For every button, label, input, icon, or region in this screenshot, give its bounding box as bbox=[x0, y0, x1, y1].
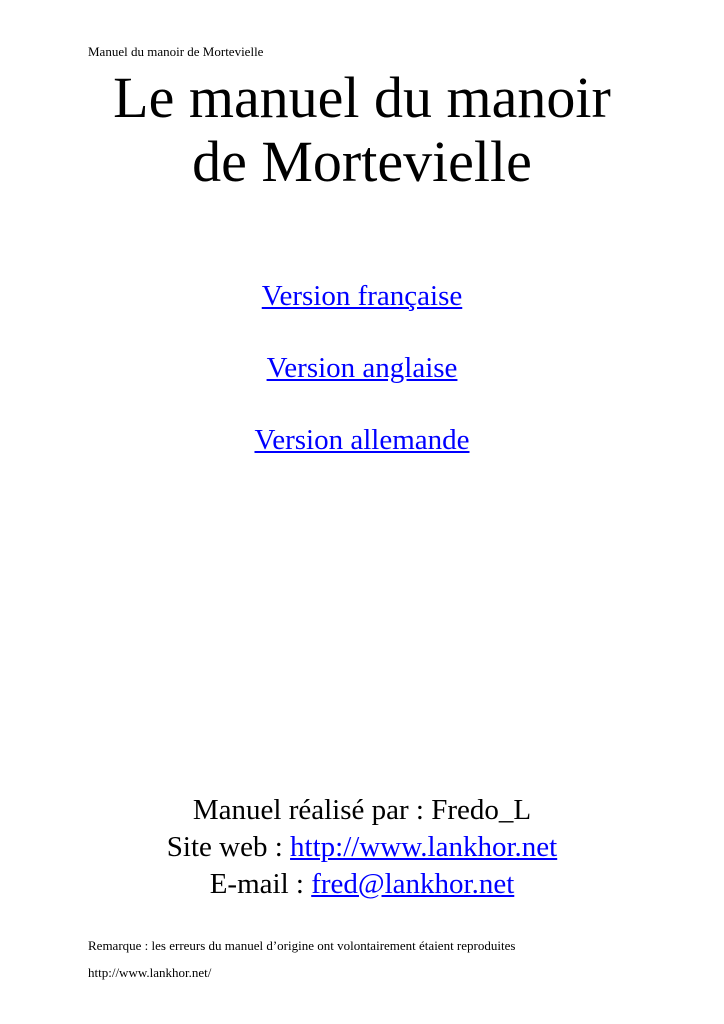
author-prefix: Manuel réalisé par : bbox=[192, 794, 432, 826]
version-links bbox=[0, 278, 724, 494]
link-version-allemande[interactable]: Version allemande bbox=[254, 424, 470, 456]
email-prefix: E-mail : bbox=[209, 868, 312, 900]
website-link[interactable]: http://www.lankhor.net bbox=[290, 831, 558, 863]
footer-note: Remarque : les erreurs du manuel d’origine ont volontairement étaient reproduites bbox=[88, 938, 516, 953]
author-name: Fredo_L bbox=[431, 794, 532, 826]
title-line-2: de Mortevielle bbox=[192, 129, 532, 194]
credits-block bbox=[0, 792, 724, 903]
footer-url: http://www.lankhor.net/ bbox=[88, 965, 212, 980]
website-line bbox=[0, 829, 724, 866]
link-version-anglaise[interactable]: Version anglaise bbox=[266, 352, 458, 384]
email-link[interactable]: fred@lankhor.net bbox=[311, 868, 515, 900]
website-prefix: Site web : bbox=[166, 831, 291, 863]
page-title bbox=[0, 66, 724, 194]
author-line bbox=[0, 792, 724, 829]
email-line bbox=[0, 866, 724, 903]
title-line-1: Le manuel du manoir bbox=[113, 65, 611, 130]
running-header: Manuel du manoir de Mortevielle bbox=[88, 44, 264, 59]
link-version-francaise[interactable]: Version française bbox=[261, 280, 463, 312]
